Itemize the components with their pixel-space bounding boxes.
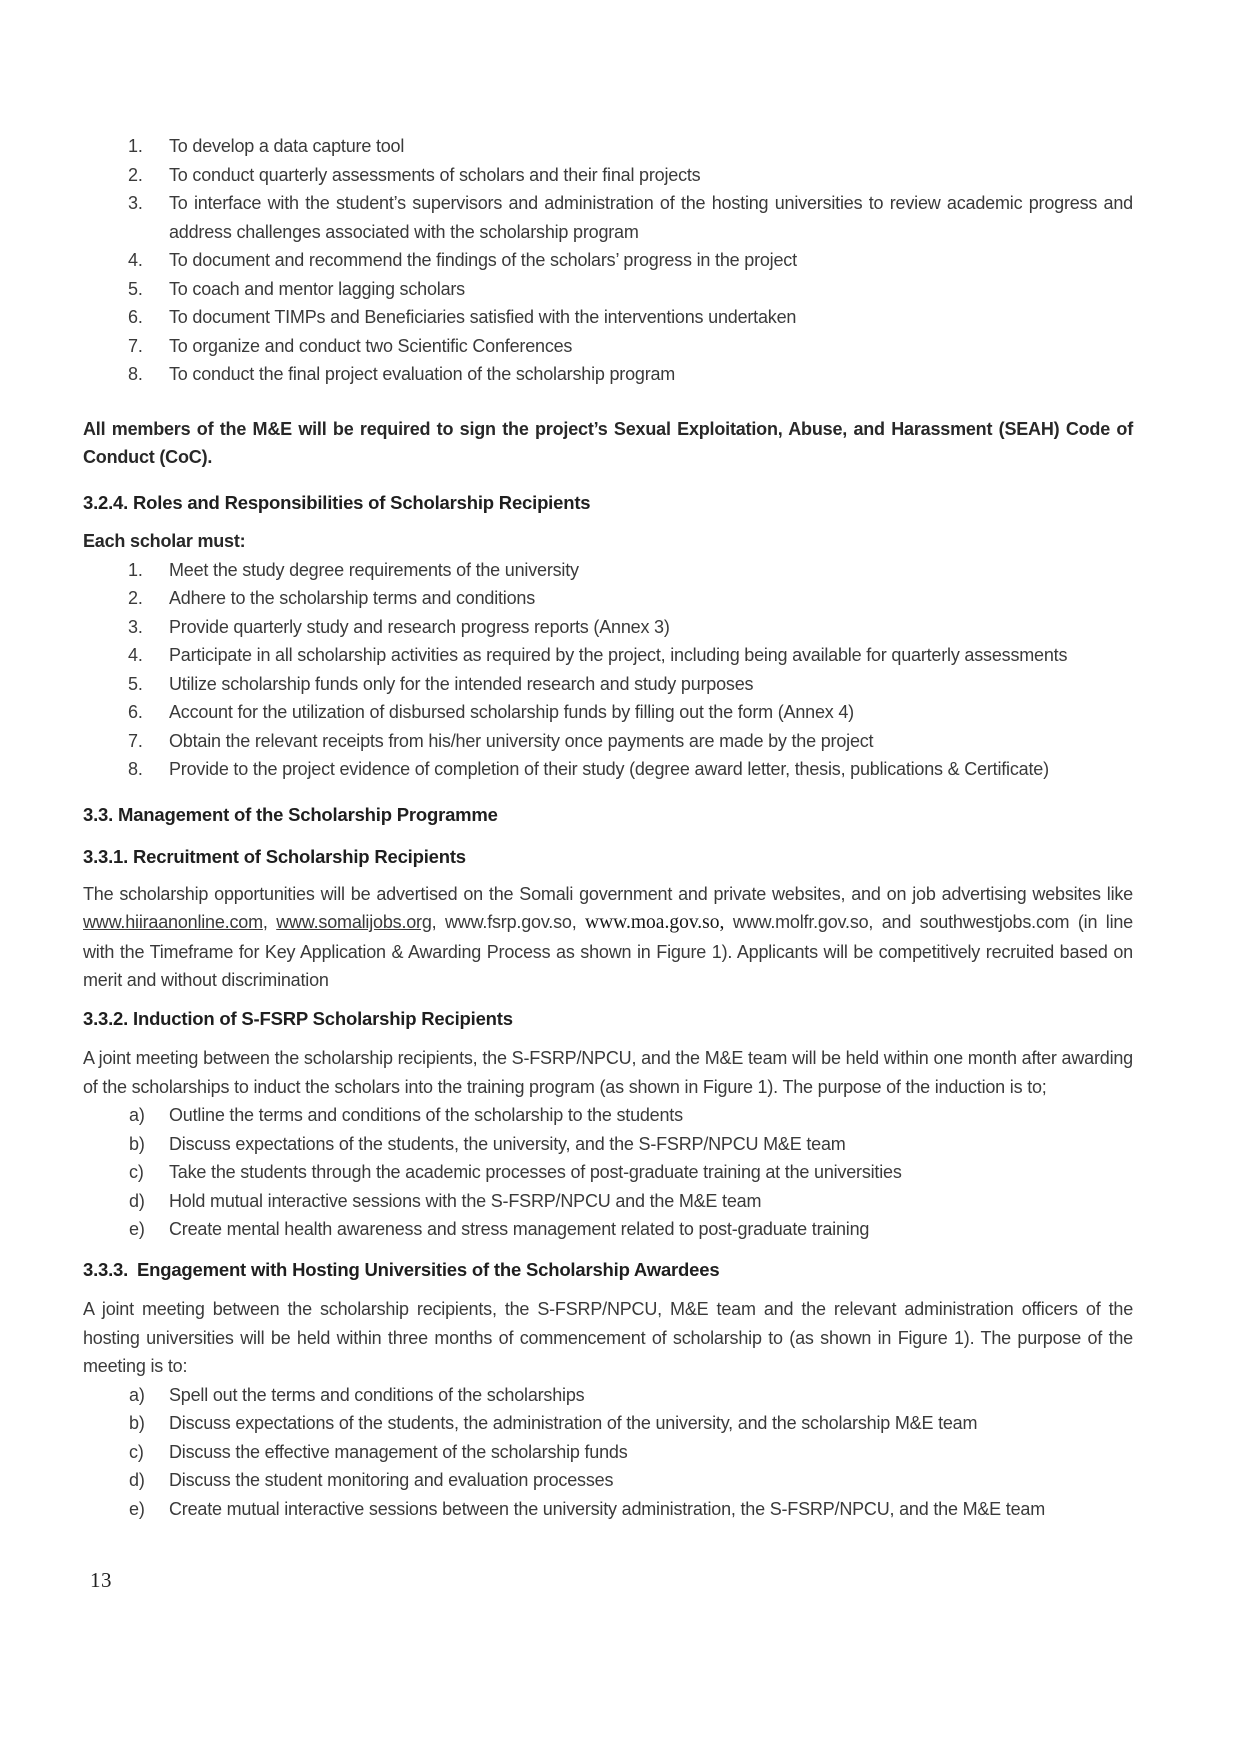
list-item: Discuss expectations of the students, the university, and the S-FSRP/NPCU M&E team [169, 1133, 846, 1154]
induction-purpose-list [83, 1101, 1133, 1244]
section-heading-3-3-2: 3.3.2. Induction of S-FSRP Scholarship Recipients [83, 1007, 513, 1029]
list-item: Create mental health awareness and stress management related to post-graduate training [169, 1219, 870, 1239]
seah-code-note: All members of the M&E will be required to sign the project’s Sexual Exploitation, Abuse, and Harassment (SEAH) Code of Conduct (CoC). [83, 418, 1133, 467]
paragraph-text: , [262, 912, 277, 932]
list-item: Discuss the effective management of the scholarship funds [169, 1441, 628, 1462]
list-item: To develop a data capture tool [169, 136, 405, 156]
section-heading-3-3: 3.3. Management of the Scholarship Programme [83, 803, 498, 825]
heading-title: Engagement with Hosting Universities of the Scholarship Awardees [137, 1258, 720, 1280]
heading-number: 3.3.3. [83, 1258, 129, 1280]
list-item: Spell out the terms and conditions of the scholarships [169, 1384, 585, 1405]
hiiraanonline-link[interactable]: www.hiiraanonline.com [83, 912, 263, 932]
engagement-paragraph: A joint meeting between the scholarship recipients, the S-FSRP/NPCU, M&E team and the relevant administration officers of the hosting universities will be held within three months of commencement of scholarship to (as shown in Figure 1). The purpose of the meeting is to: [83, 1299, 1133, 1376]
page-number: 13 [90, 1568, 112, 1592]
list-item: Discuss the student monitoring and evaluation processes [169, 1470, 614, 1490]
section-heading-3-2-4: 3.2.4. Roles and Responsibilities of Scholarship Recipients [83, 491, 591, 513]
each-scholar-intro: Each scholar must: [83, 531, 246, 551]
list-item: Utilize scholarship funds only for the intended research and study purposes [169, 673, 754, 694]
list-item: Discuss expectations of the students, the administration of the university, and the scholarship M&E team [169, 1413, 978, 1433]
list-item: To conduct quarterly assessments of scholars and their final projects [169, 164, 701, 185]
scholar-obligations-list [83, 556, 1133, 784]
somalijobs-link[interactable]: www.somalijobs.org [276, 912, 432, 932]
list-item: Provide to the project evidence of completion of their study (degree award letter, thesis, publications & Certificate) [169, 759, 1049, 779]
list-item: Create mutual interactive sessions between the university administration, the S-FSRP/NPCU, and the M&E team [169, 1498, 1045, 1519]
section-heading-3-3-1: 3.3.1. Recruitment of Scholarship Recipients [83, 846, 466, 867]
paragraph-text: The scholarship opportunities will be advertised on the Somali government and private websites, and on job advertising websites like [83, 883, 1133, 904]
moa-url-text: www.moa.gov.so, [585, 912, 725, 933]
list-item: To document TIMPs and Beneficiaries satisfied with the interventions undertaken [169, 307, 797, 327]
me-duties-list [83, 132, 1133, 389]
list-item: To conduct the final project evaluation of the scholarship program [169, 364, 676, 384]
list-item: Hold mutual interactive sessions with the S-FSRP/NPCU and the M&E team [169, 1190, 762, 1211]
list-item: Provide quarterly study and research progress reports (Annex 3) [169, 616, 670, 637]
list-item: To interface with the student’s supervisors and administration of the hosting universities to review academic progress and address challenges associated with the scholarship program [169, 193, 1133, 242]
engagement-purpose-list [83, 1381, 1133, 1524]
list-item: To document and recommend the findings of the scholars’ progress in the project [169, 250, 797, 270]
paragraph-text: www.molfr.gov.so, and southwestjobs.com (in line with the Timeframe for Key Application & Awarding Process as shown in Figure 1). Applicants will be competitively recruited based on merit and without discrimination [83, 912, 1133, 990]
list-item: Account for the utilization of disbursed scholarship funds by filling out the form (Annex 4) [169, 702, 854, 722]
list-item: Outline the terms and conditions of the scholarship to the students [169, 1105, 683, 1125]
list-item: To coach and mentor lagging scholars [169, 278, 465, 299]
list-item: Obtain the relevant receipts from his/her university once payments are made by the project [169, 730, 874, 751]
list-item: Adhere to the scholarship terms and conditions [169, 588, 536, 608]
list-item: To organize and conduct two Scientific Conferences [169, 335, 573, 356]
paragraph-text: , www.fsrp.gov.so, [431, 912, 586, 932]
list-item: Meet the study degree requirements of the university [169, 559, 579, 580]
induction-paragraph: A joint meeting between the scholarship recipients, the S-FSRP/NPCU, and the M&E team will be held within one month after awarding of the scholarships to induct the scholars into the training program (as shown in Figure 1). The purpose of the induction is to; [83, 1048, 1133, 1097]
recruitment-paragraph [83, 880, 1133, 995]
section-heading-3-3-3 [83, 1256, 1133, 1285]
list-item: Participate in all scholarship activities as required by the project, including being available for quarterly assessments [169, 645, 1068, 665]
list-item: Take the students through the academic processes of post-graduate training at the universities [169, 1162, 902, 1182]
